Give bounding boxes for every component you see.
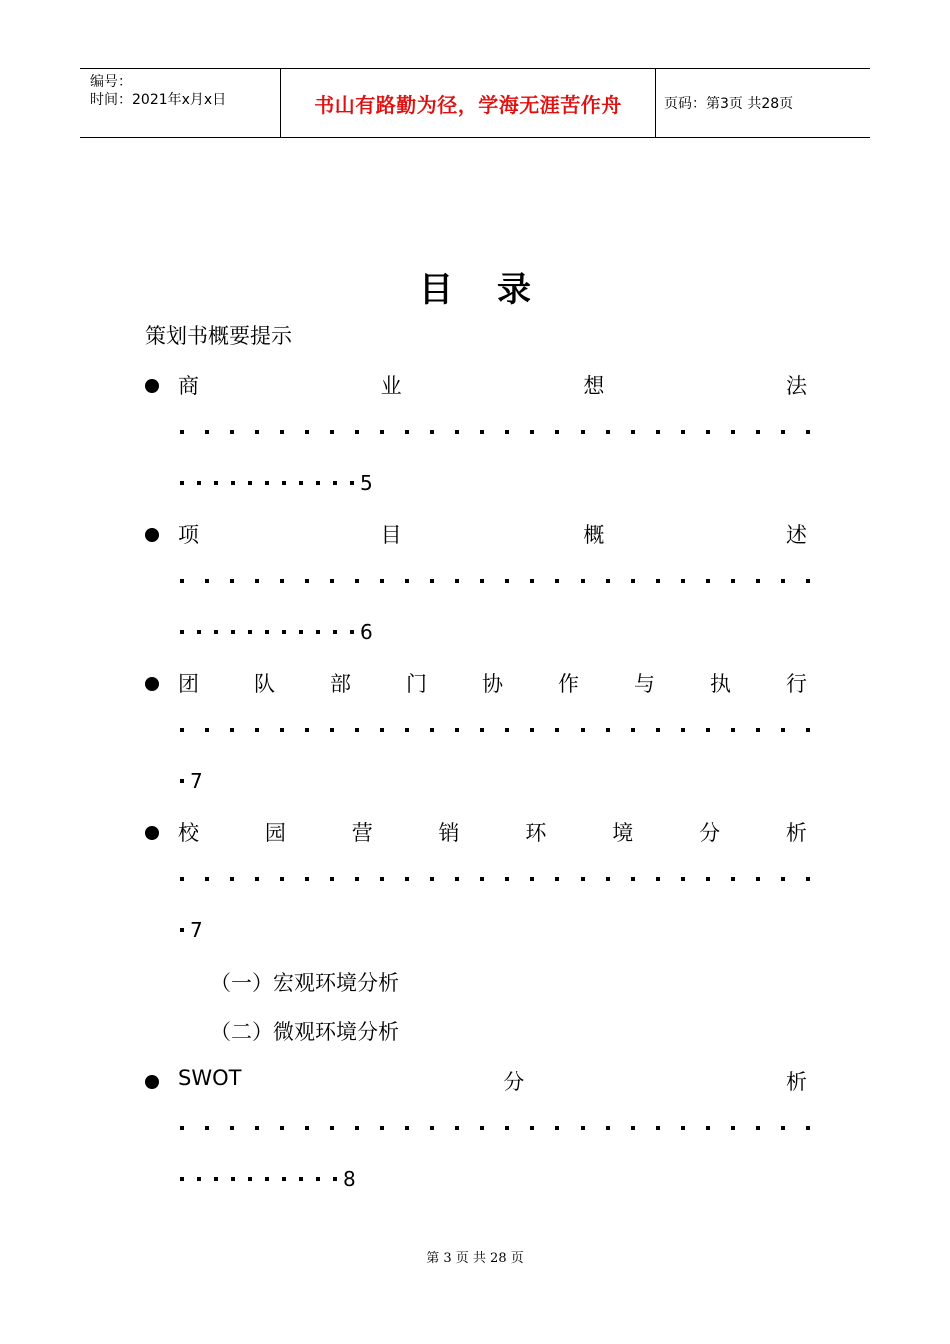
- leader-dot: [214, 630, 218, 634]
- toc-word: 环: [525, 821, 547, 845]
- leader-dot: [316, 1177, 320, 1181]
- toc-word: 部: [330, 672, 351, 696]
- leader-dot: [205, 579, 209, 583]
- leader-dot: [305, 1126, 309, 1130]
- leader-dot: [305, 579, 309, 583]
- leader-dot: [706, 728, 710, 732]
- leader-dot: [316, 481, 320, 485]
- leader-dot: [480, 877, 484, 881]
- leader-dot: [656, 579, 660, 583]
- leader-dot: [230, 579, 234, 583]
- leader-dot: [180, 1126, 184, 1130]
- leader-dot: [606, 430, 610, 434]
- toc-word: 业: [380, 374, 402, 398]
- leader-dot: [756, 877, 760, 881]
- leader-dot: [255, 877, 259, 881]
- leader-dot: [781, 1126, 785, 1130]
- leader-dot: [555, 430, 559, 434]
- leader-dot: [231, 1177, 235, 1181]
- leader-dot: [606, 877, 610, 881]
- leader-last-line: [180, 472, 373, 494]
- toc-word: 门: [406, 672, 427, 696]
- toc-word: 目: [380, 523, 402, 547]
- leader-dot: [756, 430, 760, 434]
- leader-dot: [530, 430, 534, 434]
- leader-dot: [355, 728, 359, 732]
- time-label: 时间：2021年x月x日: [90, 92, 227, 108]
- header-table: [80, 68, 870, 138]
- leader-dot: [355, 1126, 359, 1130]
- leader-last-line: [180, 621, 373, 643]
- bullet-icon: [145, 826, 159, 840]
- leader-dot: [430, 430, 434, 434]
- leader-dot: [405, 579, 409, 583]
- leader-dot: [530, 728, 534, 732]
- leader-dot: [214, 481, 218, 485]
- leader-dot: [180, 728, 184, 732]
- toc-word: 营: [351, 821, 373, 845]
- leader-dot: [280, 579, 284, 583]
- leader-dot: [681, 579, 685, 583]
- leader-dot: [299, 630, 303, 634]
- toc-word: 销: [438, 821, 460, 845]
- leader-dot: [282, 481, 286, 485]
- leader-dot: [380, 877, 384, 881]
- page-title: 目录: [419, 270, 575, 310]
- leader-dot: [806, 877, 810, 881]
- leader-dot: [350, 481, 354, 485]
- leader-dot: [230, 877, 234, 881]
- leader-dot: [330, 728, 334, 732]
- leader-last-line: [180, 1168, 356, 1190]
- leader-dot: [405, 877, 409, 881]
- leader-dot: [530, 579, 534, 583]
- leader-dot: [530, 877, 534, 881]
- leader-dot: [555, 579, 559, 583]
- leader-dot: [731, 1126, 735, 1130]
- leader-dot: [405, 728, 409, 732]
- leader-dot: [265, 630, 269, 634]
- leader-dot: [231, 630, 235, 634]
- toc-entry-label: [178, 1066, 807, 1096]
- leader-dot: [505, 728, 509, 732]
- leader-dots: [180, 579, 810, 585]
- leader-dot: [455, 728, 459, 732]
- leader-dot: [180, 481, 184, 485]
- leader-dot: [581, 877, 585, 881]
- toc-page-number: 7: [190, 918, 203, 942]
- toc-word: 协: [482, 672, 503, 696]
- leader-dot: [606, 579, 610, 583]
- toc-page-number: 6: [360, 620, 373, 644]
- leader-dot: [280, 728, 284, 732]
- leader-dot: [731, 579, 735, 583]
- leader-dot: [505, 579, 509, 583]
- leader-dot: [681, 728, 685, 732]
- leader-dot: [806, 430, 810, 434]
- leader-dot: [380, 728, 384, 732]
- leader-dot: [706, 1126, 710, 1130]
- toc-word: 分: [503, 1070, 525, 1094]
- leader-dot: [197, 1177, 201, 1181]
- leader-dot: [380, 430, 384, 434]
- leader-dot: [255, 579, 259, 583]
- leader-last-line: [180, 770, 203, 792]
- leader-dot: [455, 430, 459, 434]
- leader-dot: [280, 877, 284, 881]
- leader-last-line: [180, 919, 203, 941]
- leader-dot: [781, 579, 785, 583]
- leader-dot: [282, 1177, 286, 1181]
- leader-dot: [255, 430, 259, 434]
- leader-dot: [656, 877, 660, 881]
- leader-dot: [280, 430, 284, 434]
- leader-dot: [180, 928, 184, 932]
- leader-dot: [681, 877, 685, 881]
- leader-dot: [197, 630, 201, 634]
- leader-dot: [505, 877, 509, 881]
- toc-subitem[interactable]: （二）微观环境分析: [210, 1020, 399, 1044]
- toc-word: 园: [264, 821, 286, 845]
- leader-dot: [631, 430, 635, 434]
- leader-dot: [631, 877, 635, 881]
- leader-dot: [756, 579, 760, 583]
- leader-dot: [305, 430, 309, 434]
- leader-dot: [806, 1126, 810, 1130]
- leader-dot: [581, 728, 585, 732]
- leader-dot: [505, 1126, 509, 1130]
- toc-word: 作: [558, 672, 579, 696]
- page-footer: 第 3 页 共 28 页: [426, 1251, 524, 1266]
- toc-word: SWOT: [178, 1066, 242, 1090]
- leader-dot: [180, 579, 184, 583]
- leader-dot: [355, 877, 359, 881]
- toc-word: 队: [254, 672, 275, 696]
- header-meta-cell: [80, 69, 280, 137]
- leader-dot: [330, 877, 334, 881]
- leader-dot: [355, 579, 359, 583]
- toc-word: 境: [612, 821, 634, 845]
- toc-word: 商: [178, 374, 199, 398]
- leader-dot: [581, 430, 585, 434]
- header-page-cell: [655, 69, 870, 137]
- leader-dot: [581, 1126, 585, 1130]
- toc-page-number: 5: [360, 471, 373, 495]
- leader-dot: [299, 481, 303, 485]
- leader-dot: [430, 877, 434, 881]
- leader-dots: [180, 728, 810, 734]
- leader-dot: [333, 630, 337, 634]
- toc-page-number: 8: [343, 1167, 356, 1191]
- toc-entry-label: [178, 519, 807, 549]
- leader-dot: [180, 430, 184, 434]
- leader-dot: [656, 1126, 660, 1130]
- bullet-icon: [145, 1075, 159, 1089]
- leader-dot: [214, 1177, 218, 1181]
- leader-dot: [299, 1177, 303, 1181]
- leader-dot: [265, 481, 269, 485]
- leader-dot: [555, 877, 559, 881]
- leader-dot: [380, 579, 384, 583]
- toc-word: 执: [710, 672, 731, 696]
- leader-dot: [355, 430, 359, 434]
- summary-heading: 策划书概要提示: [145, 324, 292, 348]
- toc-entry-label: [178, 817, 807, 847]
- bullet-icon: [145, 379, 159, 393]
- leader-dot: [316, 630, 320, 634]
- leader-dot: [305, 877, 309, 881]
- toc-word: 法: [785, 374, 807, 398]
- leader-dot: [606, 728, 610, 732]
- leader-dot: [706, 877, 710, 881]
- leader-dot: [405, 1126, 409, 1130]
- leader-dot: [455, 579, 459, 583]
- leader-dot: [781, 430, 785, 434]
- bullet-icon: [145, 528, 159, 542]
- leader-dot: [706, 579, 710, 583]
- toc-subitem[interactable]: （一）宏观环境分析: [210, 971, 399, 995]
- leader-dot: [455, 877, 459, 881]
- motto-text: 书山有路勤为径，学海无涯苦作舟: [314, 92, 622, 117]
- toc-word: 行: [786, 672, 807, 696]
- toc-word: 校: [178, 821, 199, 845]
- leader-dot: [405, 430, 409, 434]
- leader-dot: [430, 579, 434, 583]
- toc-word: 项: [178, 523, 199, 547]
- leader-dot: [180, 779, 184, 783]
- toc-word: 团: [178, 672, 199, 696]
- toc-page-number: 7: [190, 769, 203, 793]
- leader-dot: [781, 728, 785, 732]
- leader-dot: [180, 630, 184, 634]
- leader-dot: [430, 1126, 434, 1130]
- leader-dots: [180, 430, 810, 436]
- toc-word: 想: [583, 374, 605, 398]
- leader-dot: [350, 630, 354, 634]
- bullet-icon: [145, 677, 159, 691]
- leader-dot: [248, 481, 252, 485]
- leader-dot: [180, 877, 184, 881]
- leader-dots: [180, 1126, 810, 1132]
- leader-dot: [555, 728, 559, 732]
- leader-dot: [280, 1126, 284, 1130]
- toc-word: 分: [699, 821, 721, 845]
- toc-entry-label: [178, 668, 807, 698]
- leader-dot: [230, 728, 234, 732]
- leader-dot: [756, 1126, 760, 1130]
- leader-dot: [731, 430, 735, 434]
- leader-dot: [681, 430, 685, 434]
- leader-dot: [681, 1126, 685, 1130]
- serial-label: 编号：: [90, 74, 132, 90]
- leader-dot: [248, 630, 252, 634]
- leader-dot: [282, 630, 286, 634]
- leader-dot: [731, 728, 735, 732]
- leader-dot: [781, 877, 785, 881]
- leader-dots: [180, 877, 810, 883]
- leader-dot: [180, 1177, 184, 1181]
- leader-dot: [230, 1126, 234, 1130]
- leader-dot: [606, 1126, 610, 1130]
- leader-dot: [806, 728, 810, 732]
- toc-word: 析: [785, 821, 807, 845]
- leader-dot: [581, 579, 585, 583]
- leader-dot: [330, 579, 334, 583]
- leader-dot: [205, 1126, 209, 1130]
- leader-dot: [480, 1126, 484, 1130]
- leader-dot: [205, 728, 209, 732]
- leader-dot: [231, 481, 235, 485]
- leader-dot: [230, 430, 234, 434]
- leader-dot: [706, 430, 710, 434]
- toc-word: 析: [785, 1070, 807, 1094]
- toc-entry-label: [178, 370, 807, 400]
- page-code: 页码：第3页 共28页: [664, 96, 794, 112]
- leader-dot: [455, 1126, 459, 1130]
- leader-dot: [530, 1126, 534, 1130]
- leader-dot: [333, 1177, 337, 1181]
- leader-dot: [631, 1126, 635, 1130]
- leader-dot: [265, 1177, 269, 1181]
- toc-word: 概: [583, 523, 605, 547]
- leader-dot: [430, 728, 434, 732]
- leader-dot: [555, 1126, 559, 1130]
- leader-dot: [255, 1126, 259, 1130]
- leader-dot: [197, 481, 201, 485]
- leader-dot: [480, 728, 484, 732]
- leader-dot: [248, 1177, 252, 1181]
- leader-dot: [656, 430, 660, 434]
- leader-dot: [505, 430, 509, 434]
- leader-dot: [205, 877, 209, 881]
- leader-dot: [731, 877, 735, 881]
- toc-word: 述: [785, 523, 807, 547]
- leader-dot: [480, 430, 484, 434]
- leader-dot: [330, 1126, 334, 1130]
- leader-dot: [656, 728, 660, 732]
- leader-dot: [631, 579, 635, 583]
- leader-dot: [330, 430, 334, 434]
- leader-dot: [305, 728, 309, 732]
- leader-dot: [806, 579, 810, 583]
- leader-dot: [255, 728, 259, 732]
- leader-dot: [631, 728, 635, 732]
- header-motto-cell: [280, 69, 656, 137]
- leader-dot: [756, 728, 760, 732]
- leader-dot: [480, 579, 484, 583]
- leader-dot: [380, 1126, 384, 1130]
- leader-dot: [333, 481, 337, 485]
- toc-word: 与: [634, 672, 655, 696]
- leader-dot: [205, 430, 209, 434]
